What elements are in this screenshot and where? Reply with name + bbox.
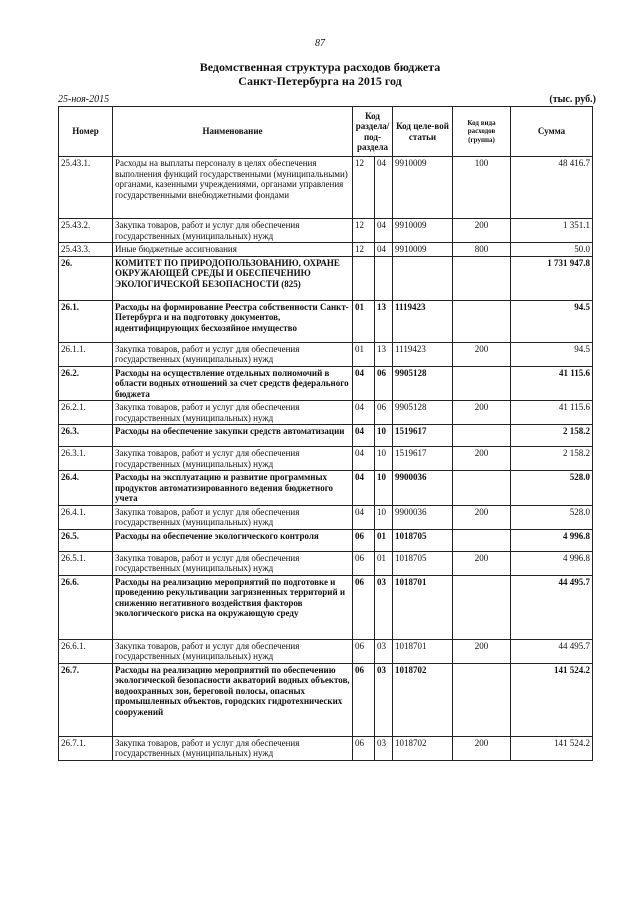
cell-number: 26.5.1. (59, 551, 113, 575)
table-row (59, 471, 593, 506)
cell-target-code: 1018702 (393, 736, 453, 760)
cell-name: Расходы на реализацию мероприятий по подготовке и проведению рекультивации загрязненных территорий и снижению негативного воздействия факторов экологического риска на окружающую среду (113, 575, 353, 639)
cell-subsection: 13 (375, 342, 393, 366)
cell-expense-type: 200 (453, 639, 511, 663)
cell-number: 26.3.1. (59, 447, 113, 471)
cell-number: 25.43.3. (59, 243, 113, 257)
cell-section: 04 (353, 366, 375, 401)
cell-target-code: 9910009 (393, 243, 453, 257)
cell-sum: 50.0 (511, 243, 593, 257)
table-row (59, 575, 593, 639)
cell-subsection: 03 (375, 663, 393, 736)
header-section: Код раздела/ под-раздела (353, 107, 393, 157)
cell-expense-type (453, 256, 511, 300)
cell-name: Расходы на осуществление отдельных полномочий в области водных отношений за счет средств федерального бюджета (113, 366, 353, 401)
cell-subsection: 04 (375, 219, 393, 243)
cell-section: 01 (353, 342, 375, 366)
cell-number: 26.2.1. (59, 401, 113, 425)
cell-section: 01 (353, 300, 375, 342)
title-line-1: Ведомственная структура расходов бюджета (199, 60, 441, 74)
cell-section: 04 (353, 425, 375, 447)
cell-expense-type: 200 (453, 219, 511, 243)
cell-section: 06 (353, 575, 375, 639)
cell-name: Расходы на реализацию мероприятий по обеспечению экологической безопасности акваторий водных объектов, водоохранных зон, береговой полосы, опасных промышленных объектов, городских гидротехнических сооружений (113, 663, 353, 736)
cell-name: Закупка товаров, работ и услуг для обеспечения государственных (муниципальных) нужд (113, 401, 353, 425)
cell-number: 25.43.1. (59, 157, 113, 219)
table-row (59, 401, 593, 425)
cell-expense-type: 200 (453, 342, 511, 366)
table-row (59, 243, 593, 257)
cell-name: Закупка товаров, работ и услуг для обеспечения государственных (муниципальных) нужд (113, 342, 353, 366)
title-line-2: Санкт-Петербурга на 2015 год (238, 74, 402, 88)
document-title (0, 60, 640, 88)
cell-number: 25.43.2. (59, 219, 113, 243)
cell-name: Расходы на обеспечение закупки средств автоматизации (113, 425, 353, 447)
cell-name: КОМИТЕТ ПО ПРИРОДОПОЛЬЗОВАНИЮ, ОХРАНЕ ОКРУЖАЮЩЕЙ СРЕДЫ И ОБЕСПЕЧЕНИЮ ЭКОЛОГИЧЕСКОЙ БЕЗОПАСНОСТИ (825) (113, 256, 353, 300)
cell-subsection: 01 (375, 551, 393, 575)
cell-sum: 528.0 (511, 505, 593, 529)
header-number: Номер (59, 107, 113, 157)
cell-sum: 94.5 (511, 300, 593, 342)
cell-sum: 2 158.2 (511, 447, 593, 471)
cell-target-code: 9900036 (393, 471, 453, 506)
cell-section: 12 (353, 219, 375, 243)
cell-name: Закупка товаров, работ и услуг для обеспечения государственных (муниципальных) нужд (113, 551, 353, 575)
cell-sum: 1 351.1 (511, 219, 593, 243)
cell-sum: 41 115.6 (511, 401, 593, 425)
cell-subsection: 04 (375, 157, 393, 219)
header-name: Наименование (113, 107, 353, 157)
table-body (59, 157, 593, 761)
cell-number: 26.2. (59, 366, 113, 401)
cell-expense-type (453, 663, 511, 736)
cell-target-code: 9910009 (393, 219, 453, 243)
cell-section: 06 (353, 736, 375, 760)
cell-section: 04 (353, 401, 375, 425)
cell-expense-type (453, 366, 511, 401)
cell-expense-type: 200 (453, 551, 511, 575)
cell-section: 06 (353, 663, 375, 736)
cell-expense-type: 100 (453, 157, 511, 219)
cell-subsection: 10 (375, 425, 393, 447)
cell-name: Расходы на выплаты персоналу в целях обеспечения выполнения функций государственными (муниципальными) органами, казенными учреждениями, органами управления государственными внебюджетными фондами (113, 157, 353, 219)
cell-expense-type: 200 (453, 401, 511, 425)
cell-sum: 44 495.7 (511, 575, 593, 639)
cell-section: 06 (353, 551, 375, 575)
table-row (59, 366, 593, 401)
cell-name: Расходы на формирование Реестра собственности Санкт-Петербурга и на подготовку документов, идентифицирующих бесхозяйное имущество (113, 300, 353, 342)
table-row (59, 425, 593, 447)
cell-sum: 94.5 (511, 342, 593, 366)
table-row (59, 663, 593, 736)
cell-subsection: 01 (375, 529, 393, 551)
cell-target-code: 9905128 (393, 366, 453, 401)
header-target: Код целе-вой статьи (393, 107, 453, 157)
cell-name: Закупка товаров, работ и услуг для обеспечения государственных (муниципальных) нужд (113, 736, 353, 760)
cell-sum: 4 996.8 (511, 551, 593, 575)
cell-section: 12 (353, 243, 375, 257)
cell-number: 26. (59, 256, 113, 300)
cell-subsection: 10 (375, 505, 393, 529)
cell-name: Иные бюджетные ассигнования (113, 243, 353, 257)
cell-sum: 4 996.8 (511, 529, 593, 551)
cell-target-code: 1519617 (393, 447, 453, 471)
cell-sum: 141 524.2 (511, 736, 593, 760)
cell-section: 06 (353, 639, 375, 663)
cell-number: 26.4. (59, 471, 113, 506)
cell-sum: 1 731 947.8 (511, 256, 593, 300)
cell-subsection: 10 (375, 471, 393, 506)
cell-sum: 48 416.7 (511, 157, 593, 219)
table-row (59, 551, 593, 575)
cell-section (353, 256, 375, 300)
cell-section: 06 (353, 529, 375, 551)
cell-section: 04 (353, 505, 375, 529)
table-header-row (59, 107, 593, 157)
cell-target-code: 9900036 (393, 505, 453, 529)
cell-section: 12 (353, 157, 375, 219)
table-row (59, 505, 593, 529)
cell-expense-type (453, 575, 511, 639)
cell-expense-type (453, 425, 511, 447)
table-row (59, 342, 593, 366)
cell-number: 26.3. (59, 425, 113, 447)
cell-expense-type: 200 (453, 447, 511, 471)
cell-target-code: 1018702 (393, 663, 453, 736)
cell-subsection (375, 256, 393, 300)
table-row (59, 219, 593, 243)
cell-subsection: 06 (375, 401, 393, 425)
cell-number: 26.1.1. (59, 342, 113, 366)
cell-subsection: 03 (375, 575, 393, 639)
cell-target-code: 1119423 (393, 342, 453, 366)
table-row (59, 736, 593, 760)
cell-expense-type: 200 (453, 736, 511, 760)
cell-expense-type (453, 471, 511, 506)
cell-section: 04 (353, 471, 375, 506)
cell-sum: 41 115.6 (511, 366, 593, 401)
cell-name: Закупка товаров, работ и услуг для обеспечения государственных (муниципальных) нужд (113, 639, 353, 663)
units-label: (тыс. руб.) (549, 94, 596, 105)
header-expense-type: Код вида расходов (группа) (453, 107, 511, 157)
cell-name: Расходы на обеспечение экологического контроля (113, 529, 353, 551)
cell-number: 26.6. (59, 575, 113, 639)
cell-target-code: 1018705 (393, 529, 453, 551)
page-number: 87 (315, 38, 325, 49)
cell-target-code: 1519617 (393, 425, 453, 447)
cell-subsection: 06 (375, 366, 393, 401)
cell-expense-type: 200 (453, 505, 511, 529)
cell-number: 26.5. (59, 529, 113, 551)
budget-table (58, 106, 593, 761)
table-row (59, 447, 593, 471)
cell-sum: 44 495.7 (511, 639, 593, 663)
cell-number: 26.7.1. (59, 736, 113, 760)
cell-name: Расходы на эксплуатацию и развитие программных продуктов автоматизированного ведения бюджетного учета (113, 471, 353, 506)
table-row (59, 639, 593, 663)
cell-subsection: 04 (375, 243, 393, 257)
cell-expense-type: 800 (453, 243, 511, 257)
cell-sum: 141 524.2 (511, 663, 593, 736)
cell-target-code: 1018705 (393, 551, 453, 575)
table-row (59, 529, 593, 551)
cell-name: Закупка товаров, работ и услуг для обеспечения государственных (муниципальных) нужд (113, 219, 353, 243)
cell-section: 04 (353, 447, 375, 471)
cell-subsection: 10 (375, 447, 393, 471)
cell-target-code: 1119423 (393, 300, 453, 342)
table-row (59, 157, 593, 219)
cell-expense-type (453, 529, 511, 551)
cell-name: Закупка товаров, работ и услуг для обеспечения государственных (муниципальных) нужд (113, 447, 353, 471)
document-date: 25-ноя-2015 (58, 94, 110, 105)
cell-number: 26.1. (59, 300, 113, 342)
cell-sum: 2 158.2 (511, 425, 593, 447)
cell-subsection: 03 (375, 736, 393, 760)
cell-target-code: 1018701 (393, 575, 453, 639)
cell-name: Закупка товаров, работ и услуг для обеспечения государственных (муниципальных) нужд (113, 505, 353, 529)
cell-sum: 528.0 (511, 471, 593, 506)
cell-subsection: 13 (375, 300, 393, 342)
table-row (59, 256, 593, 300)
cell-target-code (393, 256, 453, 300)
cell-number: 26.6.1. (59, 639, 113, 663)
cell-expense-type (453, 300, 511, 342)
cell-subsection: 03 (375, 639, 393, 663)
cell-target-code: 9905128 (393, 401, 453, 425)
header-sum: Сумма (511, 107, 593, 157)
cell-target-code: 1018701 (393, 639, 453, 663)
table-row (59, 300, 593, 342)
cell-number: 26.4.1. (59, 505, 113, 529)
cell-target-code: 9910009 (393, 157, 453, 219)
cell-number: 26.7. (59, 663, 113, 736)
